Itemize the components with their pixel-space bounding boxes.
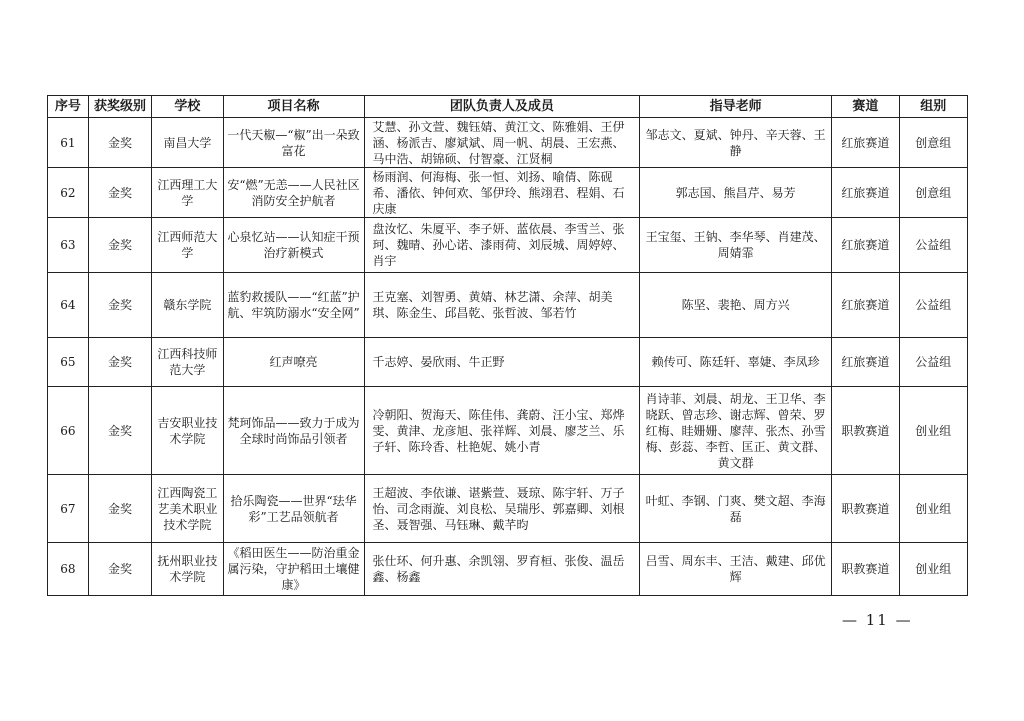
table-row (48, 168, 968, 218)
header-track: 赛道 (832, 96, 899, 118)
cell-no: 63 (48, 218, 89, 273)
cell-school: 抚州职业技术学院 (152, 543, 223, 596)
cell-project: 蓝豹救援队——“红蓝”护航、牢筑防溺水“安全网” (223, 273, 364, 338)
cell-track: 红旅赛道 (832, 118, 899, 168)
awards-table (47, 95, 968, 596)
cell-no: 68 (48, 543, 89, 596)
header-members: 团队负责人及成员 (364, 96, 640, 118)
cell-award: 金奖 (88, 338, 151, 387)
cell-advisors: 陈坚、裴艳、周方兴 (640, 273, 832, 338)
cell-members: 王超波、李依谦、谌紫萱、聂琼、陈宇轩、万子怡、司念雨漩、刘良松、吴瑞彤、郭嘉卿、刘根圣、聂智强、马钰琳、戴芊昀 (364, 475, 640, 543)
cell-project: 一代天椒—“椒”出一朵致富花 (223, 118, 364, 168)
cell-no: 66 (48, 387, 89, 475)
cell-no: 67 (48, 475, 89, 543)
cell-school: 吉安职业技术学院 (152, 387, 223, 475)
cell-school: 江西师范大学 (152, 218, 223, 273)
table-row (48, 218, 968, 273)
table-header-row (48, 96, 968, 118)
cell-track: 红旅赛道 (832, 273, 899, 338)
table-row (48, 543, 968, 596)
cell-award: 金奖 (88, 218, 151, 273)
header-award: 获奖级别 (88, 96, 151, 118)
cell-school: 赣东学院 (152, 273, 223, 338)
cell-members: 杨雨润、何海梅、张一恒、刘扬、喻倩、陈砚希、潘依、钟何欢、邹伊玲、熊翊君、程娟、石庆康 (364, 168, 640, 218)
cell-no: 61 (48, 118, 89, 168)
cell-group: 创业组 (899, 387, 967, 475)
table-row (48, 475, 968, 543)
cell-award: 金奖 (88, 475, 151, 543)
cell-award: 金奖 (88, 387, 151, 475)
cell-track: 红旅赛道 (832, 218, 899, 273)
cell-advisors: 叶虹、李钢、门爽、樊文超、李海磊 (640, 475, 832, 543)
cell-members: 王克塞、刘智勇、黄婧、林艺潇、余萍、胡美琪、陈金生、邱昌乾、张哲波、邹若竹 (364, 273, 640, 338)
cell-project: 梵珂饰品——致力于成为全球时尚饰品引领者 (223, 387, 364, 475)
cell-project: 拾乐陶瓷——世界“珐华彩”工艺品领航者 (223, 475, 364, 543)
cell-track: 职教赛道 (832, 387, 899, 475)
cell-award: 金奖 (88, 543, 151, 596)
cell-award: 金奖 (88, 168, 151, 218)
cell-school: 江西科技师范大学 (152, 338, 223, 387)
cell-group: 公益组 (899, 338, 967, 387)
header-group: 组别 (899, 96, 967, 118)
cell-members: 冷朝阳、贺海天、陈佳伟、龚蔚、汪小宝、郑烨雯、黄津、龙彦旭、张祥辉、刘晨、廖芝兰、乐子轩、陈玲香、杜艳妮、姚小青 (364, 387, 640, 475)
cell-project: 红声嘹亮 (223, 338, 364, 387)
cell-track: 职教赛道 (832, 543, 899, 596)
header-advisors: 指导老师 (640, 96, 832, 118)
table-row (48, 387, 968, 475)
cell-award: 金奖 (88, 118, 151, 168)
cell-group: 公益组 (899, 273, 967, 338)
cell-track: 红旅赛道 (832, 168, 899, 218)
table-row (48, 338, 968, 387)
table-row (48, 273, 968, 338)
cell-school: 江西陶瓷工艺美术职业技术学院 (152, 475, 223, 543)
cell-group: 创意组 (899, 118, 967, 168)
cell-advisors: 肖诗菲、刘晨、胡龙、王卫华、李晓跃、曾志珍、谢志辉、曾荣、罗红梅、眭姗姗、廖萍、张杰、孙雪梅、彭蕊、李哲、匡正、黄文群、黄文群 (640, 387, 832, 475)
cell-project: 《稻田医生——防治重金属污染，守护稻田土壤健康》 (223, 543, 364, 596)
cell-advisors: 邹志文、夏斌、钟丹、辛天蓉、王静 (640, 118, 832, 168)
cell-school: 江西理工大学 (152, 168, 223, 218)
cell-project: 安“燃”无恙——人民社区消防安全护航者 (223, 168, 364, 218)
table-row (48, 118, 968, 168)
cell-school: 南昌大学 (152, 118, 223, 168)
header-project: 项目名称 (223, 96, 364, 118)
cell-members: 张仕环、何升惠、余凯翎、罗育桓、张俊、温岳鑫、杨鑫 (364, 543, 640, 596)
cell-advisors: 郭志国、熊昌芹、易芳 (640, 168, 832, 218)
cell-no: 62 (48, 168, 89, 218)
cell-project: 心泉忆站——认知症干预治疗新模式 (223, 218, 364, 273)
cell-group: 创业组 (899, 543, 967, 596)
cell-award: 金奖 (88, 273, 151, 338)
header-school: 学校 (152, 96, 223, 118)
cell-group: 公益组 (899, 218, 967, 273)
page-number: — 11 — (842, 611, 913, 629)
cell-group: 创业组 (899, 475, 967, 543)
cell-advisors: 王宝玺、王钠、李华琴、肖建茂、周婧霏 (640, 218, 832, 273)
cell-members: 盘汝忆、朱厦平、李子妍、蓝依晨、李雪兰、张珂、魏晴、孙心诺、漆雨荷、刘辰城、周婷婷、肖宇 (364, 218, 640, 273)
cell-members: 艾慧、孙文萱、魏钰婧、黄江文、陈雅娟、王伊涵、杨派吉、廖斌斌、周一帆、胡晨、王宏燕、马中浩、胡锦硕、付智豪、江贤桐 (364, 118, 640, 168)
cell-no: 64 (48, 273, 89, 338)
cell-track: 红旅赛道 (832, 338, 899, 387)
cell-group: 创意组 (899, 168, 967, 218)
header-no: 序号 (48, 96, 89, 118)
cell-no: 65 (48, 338, 89, 387)
cell-members: 千志婷、晏欣雨、牛正野 (364, 338, 640, 387)
cell-advisors: 赖传可、陈廷轩、辜婕、李凤珍 (640, 338, 832, 387)
cell-track: 职教赛道 (832, 475, 899, 543)
cell-advisors: 吕雪、周东丰、王洁、戴建、邱优辉 (640, 543, 832, 596)
